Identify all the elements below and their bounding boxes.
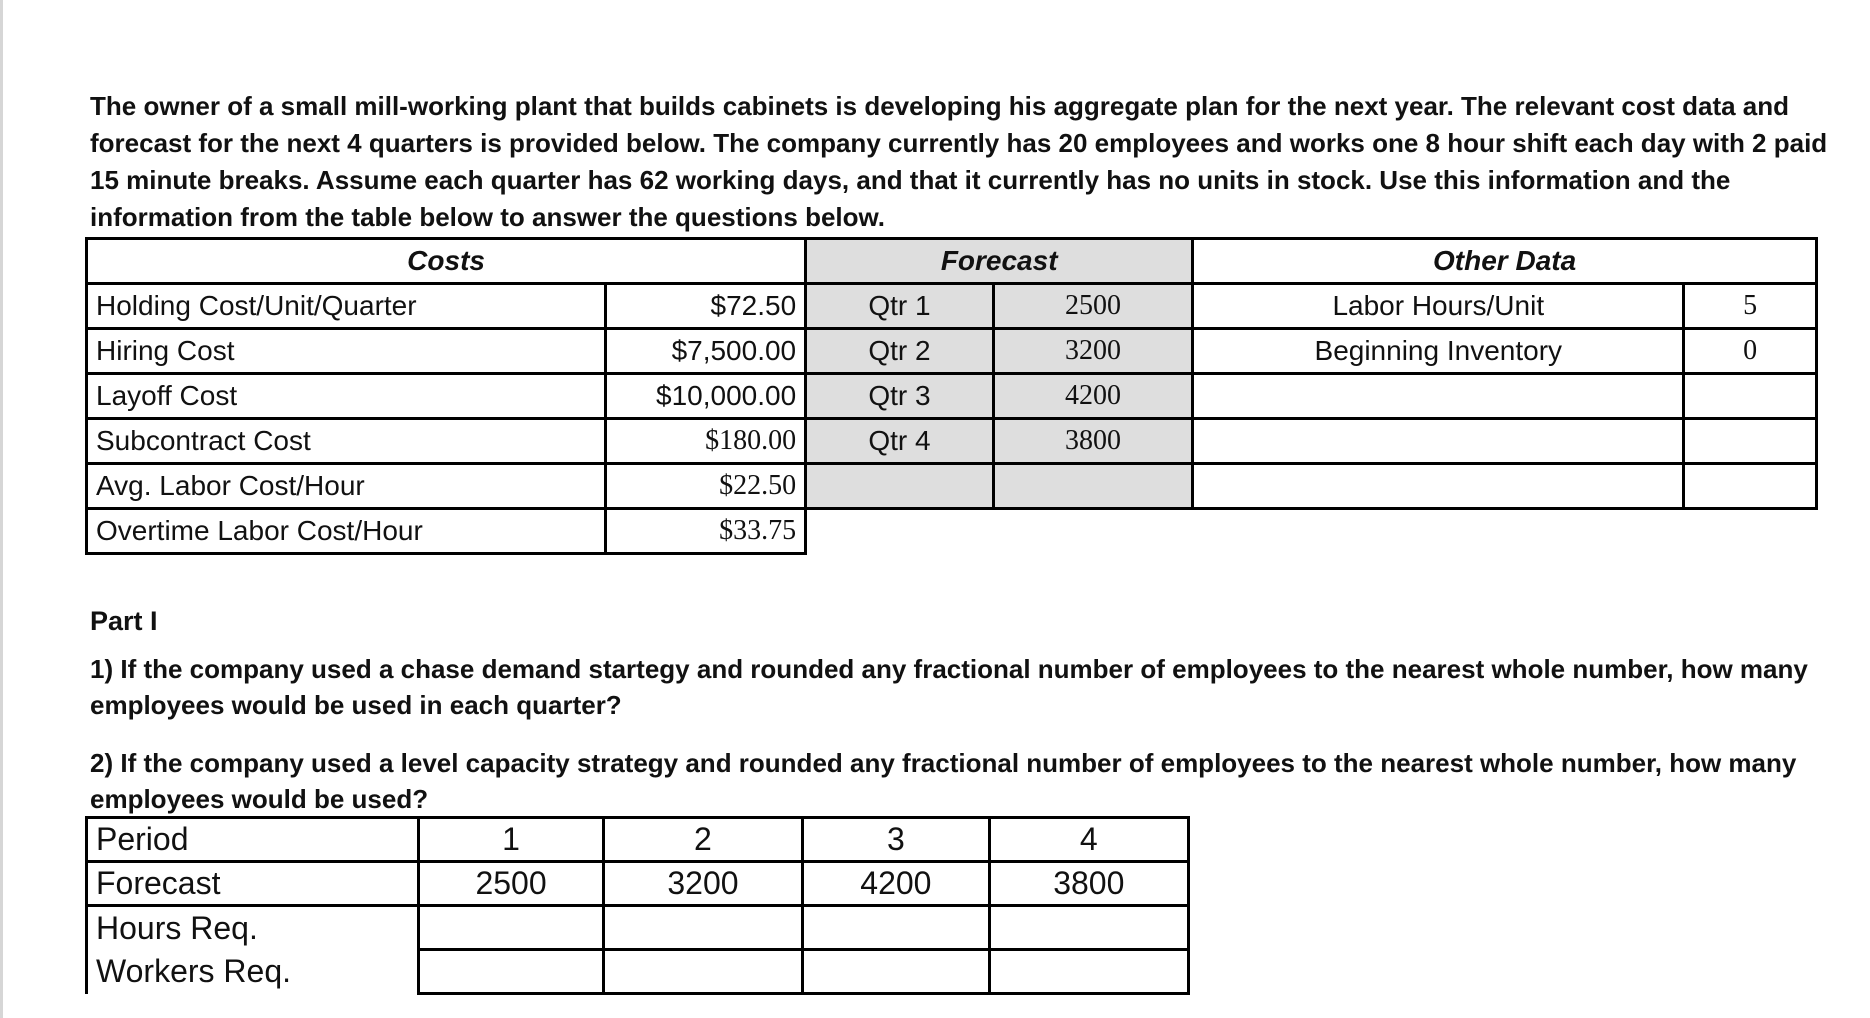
period-cell: 2 <box>603 818 802 862</box>
forecast-quarter: Qtr 4 <box>806 419 994 464</box>
period-cell: 1 <box>419 818 603 862</box>
hours-cell[interactable] <box>803 906 989 950</box>
hours-cell[interactable] <box>603 906 802 950</box>
forecast-label: Forecast <box>87 862 419 906</box>
other-data-header: Other Data <box>1193 239 1817 284</box>
cost-value: $10,000.00 <box>606 374 806 419</box>
table-row <box>87 329 1817 374</box>
cost-value: $22.50 <box>606 464 806 509</box>
table-row <box>87 509 1817 554</box>
table-row <box>87 950 1189 994</box>
period-label: Period <box>87 818 419 862</box>
page-left-edge <box>0 0 3 1018</box>
other-value: 0 <box>1684 329 1817 374</box>
forecast-empty-cell <box>993 464 1193 509</box>
table-row <box>87 419 1817 464</box>
forecast-cell: 2500 <box>419 862 603 906</box>
period-cell: 3 <box>803 818 989 862</box>
costs-header: Costs <box>87 239 806 284</box>
cost-value: $72.50 <box>606 284 806 329</box>
workers-cell[interactable] <box>603 950 802 994</box>
cost-label: Avg. Labor Cost/Hour <box>87 464 606 509</box>
other-value: 5 <box>1684 284 1817 329</box>
table-row <box>87 862 1189 906</box>
cost-label: Holding Cost/Unit/Quarter <box>87 284 606 329</box>
intro-paragraph: The owner of a small mill-working plant that builds cabinets is developing his aggregate plan for the next year. The relevant cost data and forecast for the next 4 quarters is provided below. The company currently has 20 employees and works one 8 hour shift each day with 2 paid 15 minute breaks. Assume each quarter has 62 working days, and that it currently has no units in stock. Use this information and the information from the table below to answer the questions below. <box>90 91 1828 232</box>
other-label: Beginning Inventory <box>1193 329 1684 374</box>
table-row <box>87 284 1817 329</box>
other-label: Labor Hours/Unit <box>1193 284 1684 329</box>
forecast-value: 4200 <box>993 374 1193 419</box>
part-heading: Part I <box>90 606 158 636</box>
hours-cell[interactable] <box>989 906 1188 950</box>
cost-value: $7,500.00 <box>606 329 806 374</box>
other-empty-cell <box>1684 374 1817 419</box>
other-empty-cell <box>1684 464 1817 509</box>
other-empty-cell <box>1193 419 1684 464</box>
workers-cell[interactable] <box>803 950 989 994</box>
forecast-value: 3800 <box>993 419 1193 464</box>
forecast-empty-cell <box>806 464 994 509</box>
cost-label: Overtime Labor Cost/Hour <box>87 509 606 554</box>
workforce-table <box>85 816 1190 995</box>
cost-value: $180.00 <box>606 419 806 464</box>
table-row <box>87 906 1189 950</box>
other-empty-cell <box>1193 464 1684 509</box>
forecast-quarter: Qtr 1 <box>806 284 994 329</box>
question-2: 2) If the company used a level capacity strategy and rounded any fractional number of employees to the nearest whole number, how many employees would be used? <box>90 748 1797 814</box>
period-cell: 4 <box>989 818 1188 862</box>
cost-label: Subcontract Cost <box>87 419 606 464</box>
forecast-value: 2500 <box>993 284 1193 329</box>
cost-label: Hiring Cost <box>87 329 606 374</box>
hours-label: Hours Req. <box>87 906 419 950</box>
workers-label: Workers Req. <box>87 950 419 994</box>
workers-cell[interactable] <box>419 950 603 994</box>
table-row <box>87 464 1817 509</box>
forecast-cell: 3200 <box>603 862 802 906</box>
other-empty-cell <box>1193 374 1684 419</box>
question-1: 1) If the company used a chase demand startegy and rounded any fractional number of employees to the nearest whole number, how many employees would be used in each quarter? <box>90 654 1808 720</box>
cost-value: $33.75 <box>606 509 806 554</box>
hours-cell[interactable] <box>419 906 603 950</box>
other-empty-cell <box>1684 419 1817 464</box>
cost-label: Layoff Cost <box>87 374 606 419</box>
table-row <box>87 818 1189 862</box>
cost-forecast-table <box>85 237 1818 555</box>
forecast-header: Forecast <box>806 239 1193 284</box>
forecast-cell: 4200 <box>803 862 989 906</box>
workers-cell[interactable] <box>989 950 1188 994</box>
forecast-cell: 3800 <box>989 862 1188 906</box>
forecast-value: 3200 <box>993 329 1193 374</box>
forecast-quarter: Qtr 2 <box>806 329 994 374</box>
forecast-quarter: Qtr 3 <box>806 374 994 419</box>
table-row <box>87 374 1817 419</box>
